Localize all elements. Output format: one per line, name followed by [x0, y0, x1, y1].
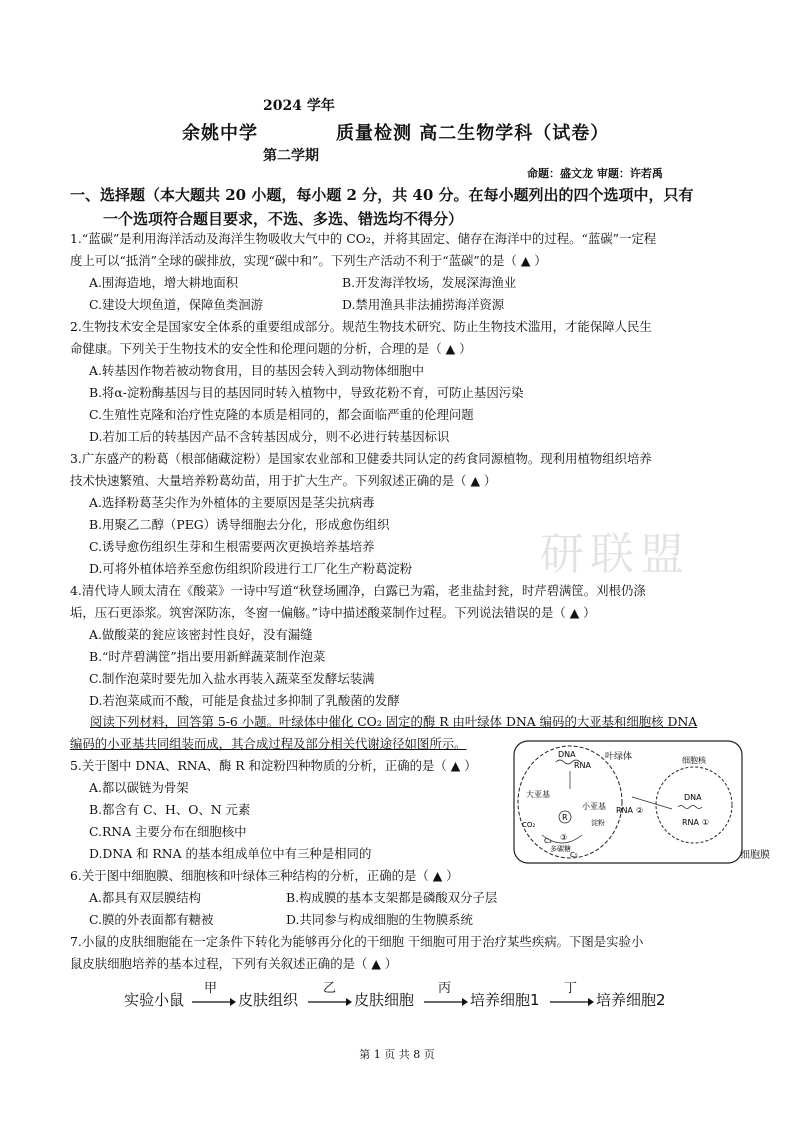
q6-option-a: A.都具有双层膜结构 — [89, 890, 202, 905]
q5-option-b: B.都含有 C、H、O、N 元素 — [89, 802, 251, 817]
flow-step-jia: 甲 — [204, 981, 218, 996]
q6-option-d: D.共同参与构成细胞的生物膜系统 — [286, 912, 473, 927]
q4-option-b: B.“时芹碧满筐”指出要用新鲜蔬菜制作泡菜 — [89, 649, 326, 664]
q5-option-a: A.都以碳链为骨架 — [89, 780, 189, 795]
flow-arrow-2 — [308, 997, 352, 1007]
q3-option-d: D.可将外植体培养至愈伤组织阶段进行工厂化生产粉葛淀粉 — [89, 561, 413, 576]
flow-node-mouse: 实验小鼠 — [124, 991, 185, 1009]
q7-stem-line1: 7.小鼠的皮肤细胞能在一定条件下转化为能够再分化的干细胞 干细胞可用于治疗某些疾病。下图是实验小 — [70, 934, 644, 949]
q3-stem-line1: 3.广东盛产的粉葛（根部储藏淀粉）是国家农业部和卫健委共同认定的药食同源植物。现利用植物组织培养 — [70, 451, 652, 466]
nucleus-label: 细胞核 — [682, 756, 706, 765]
q3-option-c: C.诱导愈伤组织生芽和生根需要两次更换培养基培养 — [89, 539, 375, 554]
authors: 命题：盛文龙 审题：许若禹 — [527, 167, 663, 180]
section-title — [70, 183, 750, 231]
material-line2: 编码的小亚基共同组装而成，其合成过程及部分相关代谢途径如图所示。 — [70, 736, 467, 751]
step-2-label: ② — [636, 806, 644, 815]
nucleus-rna-label: RNA — [682, 818, 700, 827]
c3-label: C₃ — [544, 837, 552, 845]
page-footer: 第 1 页 共 8 页 — [359, 1048, 435, 1061]
q2-option-b: B.将α-淀粉酶基因与目的基因同时转入植物中，导致花粉不育，可防止基因污染 — [89, 385, 524, 400]
watermark: 研联盟 — [540, 529, 690, 580]
chloroplast-label: 叶绿体 — [605, 752, 633, 762]
cytoplasm-rna-label: RNA — [616, 806, 634, 815]
flow-arrow-1 — [192, 997, 236, 1007]
section-title-line2: 一个选项符合题目要求，不选、多选、错选均不得分） — [103, 210, 464, 228]
exam-year: 2024 学年 — [263, 98, 335, 114]
flow-node-skin-tissue: 皮肤组织 — [238, 991, 299, 1009]
q5-stem: 5.关于图中 DNA、RNA、酶 R 和淀粉四种物质的分析，正确的是（ ▲ ） — [70, 758, 477, 773]
chloroplast-rna-label: RNA — [574, 761, 592, 770]
material-line1: 阅读下列材料，回答第 5-6 小题。叶绿体中催化 CO₂ 固定的酶 R 由叶绿体 DNA 编码的大亚基和细胞核 DNA — [90, 714, 698, 729]
q4-option-c: C.制作泡菜时要先加入盐水再装入蔬菜至发酵坛装满 — [89, 671, 375, 686]
q1-stem-line2: 度上可以“抵消”全球的碳排放，实现“碳中和”。下列生产活动不利于“蓝碳”的是（ ▲ ） — [70, 253, 547, 268]
page-title: 质量检测 高二生物学科（试卷） — [336, 123, 610, 144]
q4-option-d: D.若泡菜咸而不酸，可能是食盐过多抑制了乳酸菌的发酵 — [89, 693, 400, 708]
q6-option-c: C.膜的外表面都有糖被 — [89, 912, 214, 927]
q6-stem: 6.关于图中细胞膜、细胞核和叶绿体三种结构的分析，正确的是（ ▲ ） — [70, 868, 459, 883]
q5-option-d: D.DNA 和 RNA 的基本组成单位中有三种是相同的 — [89, 846, 372, 861]
culture-flow-diagram — [120, 983, 720, 1023]
flow-node-culture-1: 培养细胞1 — [470, 991, 540, 1009]
q2-option-d: D.若加工后的转基因产品不含转基因成分，则不必进行转基因标识 — [89, 429, 450, 444]
step-3-label: ③ — [560, 833, 568, 842]
flow-arrow-4 — [550, 997, 594, 1007]
q4-option-a: A.做酸菜的瓮应该密封性良好，没有漏缝 — [89, 627, 313, 642]
nucleus-dna-helix — [678, 806, 702, 809]
q1-option-d: D.禁用渔具非法捕捞海洋资源 — [342, 297, 505, 312]
q2-option-a: A.转基因作物若被动物食用，目的基因会转入到动物体细胞中 — [89, 363, 425, 378]
cell-membrane-label: 细胞膜 — [740, 850, 770, 861]
flow-step-bing: 丙 — [438, 981, 452, 996]
sugar-label: 多碳糖 — [550, 845, 571, 853]
q1-option-b: B.开发海洋牧场，发展深海渔业 — [342, 275, 517, 290]
q3-option-a: A.选择粉葛茎尖作为外植体的主要原因是茎尖抗病毒 — [89, 495, 375, 510]
flow-step-ding: 丁 — [564, 981, 578, 996]
large-subunit-label: 大亚基 — [526, 790, 550, 799]
synthesis-diagram — [512, 739, 744, 865]
q2-stem-line1: 2.生物技术安全是国家安全体系的重要组成部分。规范生物技术研究、防止生物技术滥用，才能保障人民生 — [70, 319, 652, 334]
q6-option-b: B.构成膜的基本支架都是磷酸双分子层 — [286, 890, 498, 905]
q4-stem-line1: 4.清代诗人顾太清在《酸菜》一诗中写道“秋登场圃净，白露已为霜，老韭盐封瓮，时芹碧满筐。刈根仍涤 — [70, 583, 646, 598]
small-subunit-label: 小亚基 — [582, 802, 606, 811]
step-1-label: ① — [702, 818, 710, 827]
q3-stem-line2: 技术快速繁殖、大量培养粉葛幼苗，用于扩大生产。下列叙述正确的是（ ▲ ） — [70, 473, 497, 488]
flow-step-yi: 乙 — [323, 981, 337, 996]
school-name: 余姚中学 — [182, 123, 258, 144]
flow-arrow-3 — [424, 997, 468, 1007]
q5-option-c: C.RNA 主要分布在细胞核中 — [89, 824, 247, 839]
q2-stem-line2: 命健康。下列关于生物技术的安全性和伦理问题的分析，合理的是（ ▲ ） — [70, 341, 472, 356]
c5-label: C₅ — [570, 851, 578, 859]
q1-stem-line1: 1.“蓝碳”是利用海洋活动及海洋生物吸收大气中的 CO₂，并将其固定、储存在海洋中的过程。“蓝碳”一定程 — [70, 231, 657, 246]
co2-label: CO₂ — [522, 821, 536, 829]
q1-option-c: C.建设大坝鱼道，保障鱼类洄游 — [89, 297, 264, 312]
q2-option-c: C.生殖性克隆和治疗性克隆的本质是相同的，都会面临严重的伦理问题 — [89, 407, 474, 422]
chloroplast-dna-label: DNA — [558, 750, 576, 759]
q1-option-a: A.围海造地，增大耕地面积 — [89, 275, 239, 290]
enzyme-r-label: R — [562, 813, 568, 822]
chloroplast-outline — [518, 746, 622, 858]
section-title-line1: 一、选择题（本大题共 20 小题，每小题 2 分，共 40 分。在每小题列出的四个选项中，只有 — [70, 186, 694, 204]
flow-node-culture-2: 培养细胞2 — [596, 991, 666, 1009]
q4-stem-line2: 垢，压石更添浆。筑窖深防冻，冬窗一偏觞。”诗中描述酸菜制作过程。下列说法错误的是（ ▲ ） — [70, 605, 596, 620]
flow-node-skin-cell: 皮肤细胞 — [354, 991, 415, 1009]
q7-stem-line2: 鼠皮肤细胞培养的基本过程，下列有关叙述正确的是（ ▲ ） — [70, 956, 398, 971]
starch-label: 淀粉 — [591, 819, 605, 827]
nucleus-outline — [656, 767, 732, 843]
nucleus-dna-label: DNA — [684, 793, 702, 802]
exam-term: 第二学期 — [263, 148, 319, 164]
q3-option-b: B.用聚乙二醇（PEG）诱导细胞去分化，形成愈伤组织 — [89, 517, 390, 532]
